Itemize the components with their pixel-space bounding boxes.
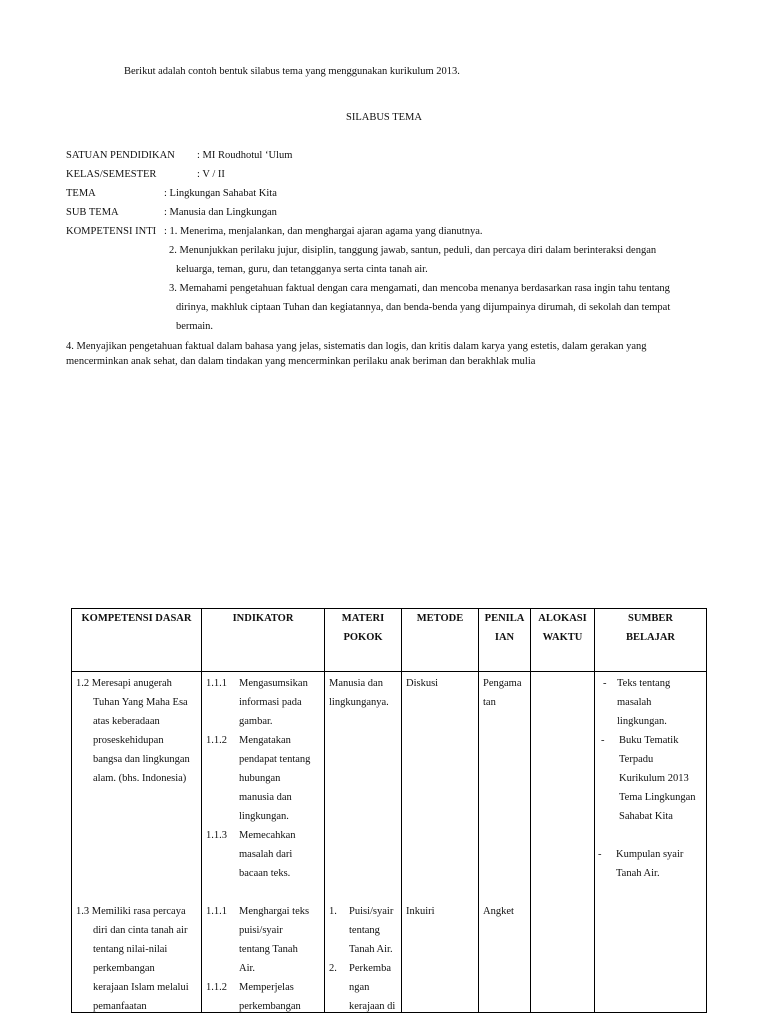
table-header-row [72,609,707,672]
silabus-table [71,608,707,1013]
indikator-item: 1.1.1 Mengasumsikan informasi pada gambar. [206,678,308,727]
ki-2-line-1: 2. Menunjukkan perilaku jujur, disiplin, tanggung jawab, santun, peduli, dan percaya diri dalam berinteraksi dengan [169,245,657,256]
cell-metode [402,672,479,1013]
value-ki-1: : 1. Menerima, menjalankan, dan menghargai ajaran agama yang dianutnya. [164,226,483,237]
cell-materi-pokok [325,672,402,1013]
label-kompetensi-inti: KOMPETENSI INTI [66,226,157,237]
ki-3-line-1: 3. Memahami pengetahuan faktual dengan cara mengamati, dan mencoba menanya berdasarkan rasa ingin tahu tentang [169,283,670,294]
cell-indikator [202,672,325,1013]
value-satuan-pendidikan: : MI Roudhotul ‘Ulum [197,150,293,161]
penilaian-item: Pengama tan [483,678,522,708]
ki-2-line-2: keluarga, teman, guru, dan tetangganya serta cinta tanah air. [176,264,428,275]
sumber-item: - Buku Tematik Terpadu Kurikulum 2013 Tema Lingkungan Sahabat Kita [601,735,696,822]
sumber-item: - Teks tentang masalah lingkungan. [603,678,671,727]
materi-item: Manusia dan lingkunganya. [329,678,389,708]
indikator-item: 1.1.3 Memecahkan masalah dari bacaan teks. [206,830,296,879]
label-tema: TEMA [66,188,96,199]
indikator-item: 1.1.2 Mengatakan pendapat tentang hubungan manusia dan lingkungan. [206,735,311,822]
header-kompetensi-dasar: KOMPETENSI DASAR [72,609,202,672]
ki-3-line-3: bermain. [176,321,214,332]
ki-4: 4. Menyajikan pengetahuan faktual dalam bahasa yang jelas, sistematis dan logis, dan kritis dalam karya yang estetis, dalam gerakan yang mencerminkan anak sehat, dan dalam tindakan yang mencerminkan perilaku anak beriman dan berakhlak mulia [66,341,647,367]
penilaian-item: Angket [483,906,514,917]
value-sub-tema: : Manusia dan Lingkungan [164,207,277,218]
header-metode: METODE [402,609,479,672]
indikator-item: 1.1.2 Memperjelas perkembangan [206,982,301,1012]
label-sub-tema: SUB TEMA [66,207,119,218]
header-alokasi-waktu: ALOKASI WAKTU [531,609,595,672]
cell-kompetensi-dasar [72,672,202,1013]
value-tema: : Lingkungan Sahabat Kita [164,188,277,199]
cell-alokasi-waktu [531,672,595,1013]
document-title: SILABUS TEMA [346,112,422,123]
label-satuan-pendidikan: SATUAN PENDIDIKAN [66,150,175,161]
metode-item: Diskusi [406,678,439,689]
label-kelas-semester: KELAS/SEMESTER [66,169,157,180]
cell-penilaian [479,672,531,1013]
table-row [72,672,707,1013]
value-kelas-semester: : V / II [197,169,225,180]
sumber-item: - Kumpulan syair Tanah Air. [598,849,684,879]
header-sumber-belajar: SUMBER BELAJAR [595,609,707,672]
indikator-item: 1.1.1 Menghargai teks puisi/syair tentang Tanah Air. [206,906,310,974]
header-penilaian: PENILA IAN [479,609,531,672]
materi-item: 1. Puisi/syair tentang Tanah Air. [329,906,394,955]
intro-text: Berikut adalah contoh bentuk silabus tema yang menggunakan kurikulum 2013. [124,66,460,77]
materi-item: 2. Perkemba ngan kerajaan di [329,963,396,1012]
kd-1-3: 1.3 Memiliki rasa percaya diri dan cinta tanah air tentang nilai-nilai perkembangan kerajaan Islam melalui pemanfaatan [76,906,189,1012]
header-materi-pokok: MATERI POKOK [325,609,402,672]
cell-sumber-belajar [595,672,707,1013]
kd-1-2: 1.2 Meresapi anugerah Tuhan Yang Maha Esa atas keberadaan proseskehidupan bangsa dan lingkungan alam. (bhs. Indonesia) [76,678,190,784]
ki-3-line-2: dirinya, makhluk ciptaan Tuhan dan kegiatannya, dan benda-benda yang dijumpainya dirumah, di sekolah dan tempat [176,302,671,313]
header-indikator: INDIKATOR [202,609,325,672]
metode-item: Inkuiri [406,906,435,917]
